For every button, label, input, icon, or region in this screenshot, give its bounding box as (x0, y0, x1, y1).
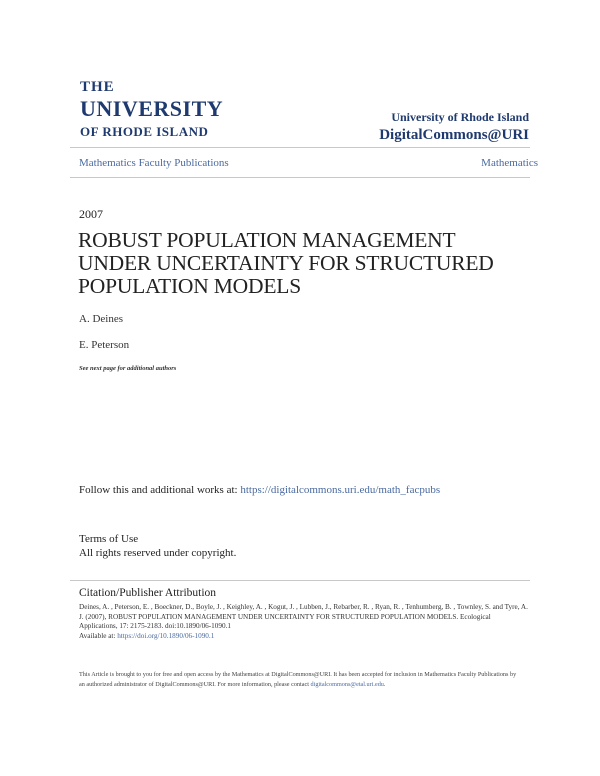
citation-text: Deines, A. , Peterson, E. , Boeckner, D., Boyle, J. , Keighley, A. , Kogut, J. , Lubben, J., Rebarber, R. , Ryan, R. , Tenhumberg, B. , Townley, S. and Tyre, A. J. (2007), ROBUST POPULATION MANAGEMENT UNDER UNCERTAINTY FOR STRUCTURED POPULATION MODELS. Ecological Applications, 17: 2175-2183. doi:10.1890/06-1090.1 (79, 603, 528, 630)
available-label: Available at: (79, 631, 118, 640)
author-name[interactable]: E. Peterson (79, 339, 130, 351)
uri-logo[interactable] (80, 80, 223, 138)
terms-heading: Terms of Use (79, 533, 139, 545)
citation-divider (70, 580, 530, 581)
repository-branding[interactable] (379, 110, 529, 144)
department-link[interactable]: Mathematics (481, 157, 538, 169)
top-divider (70, 147, 530, 148)
publication-year: 2007 (79, 207, 103, 221)
citation-availability (79, 632, 529, 642)
follow-line (79, 484, 440, 496)
citation-heading: Citation/Publisher Attribution (79, 587, 217, 599)
additional-authors-note: See next page for additional authors (79, 365, 177, 372)
repository-institution: University of Rhode Island (391, 110, 529, 124)
citation-body (79, 603, 529, 641)
terms-of-use (79, 532, 236, 560)
logo-line-the: THE (80, 79, 115, 95)
repository-name: DigitalCommons@URI (379, 127, 529, 143)
collection-link[interactable]: Mathematics Faculty Publications (79, 157, 229, 169)
doi-link[interactable]: https://doi.org/10.1890/06-1090.1 (117, 631, 215, 640)
collection-url-link[interactable]: https://digitalcommons.uri.edu/math_facpubs (240, 484, 441, 496)
author-name[interactable]: A. Deines (79, 313, 123, 325)
logo-line-university: UNIVERSITY (80, 96, 224, 121)
contact-email-link[interactable]: digitalcommons@etal.uri.edu (310, 680, 384, 688)
nav-divider (70, 177, 530, 178)
paper-title: ROBUST POPULATION MANAGEMENT UNDER UNCERTAINTY FOR STRUCTURED POPULATION MODELS (78, 228, 494, 298)
logo-line-rhode-island: OF RHODE ISLAND (80, 124, 209, 139)
access-statement (79, 670, 519, 689)
access-statement-end: . (383, 680, 386, 688)
follow-text: Follow this and additional works at: (79, 484, 241, 496)
access-statement-text: This Article is brought to you for free and open access by the Mathematics at DigitalCommons@URI. It has been accepted for inclusion in Mathematics Faculty Publications by an authorized administrator of DigitalCommons@URI. For more information, please contact (79, 671, 517, 688)
terms-text: All rights reserved under copyright. (79, 547, 237, 559)
